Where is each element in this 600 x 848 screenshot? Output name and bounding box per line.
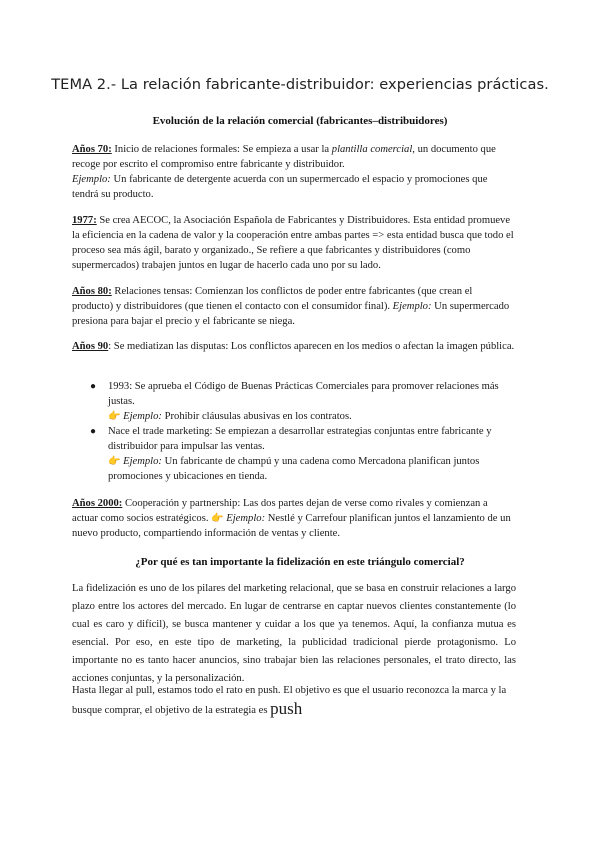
example-label: Ejemplo: [123,411,162,422]
list-item [72,379,516,424]
text-anos2000: Cooperación y partnership: Las dos partes dejan de verse como rivales y comienzan a actuar como socios estratégicos. [72,498,488,524]
bullet-text: 1993: Se aprueba el Código de Buenas Prácticas Comerciales para promover relaciones más justas. [108,381,499,407]
label-1977: 1977: [72,215,97,226]
paragraph-fidelizacion: La fidelización es uno de los pilares del marketing relacional, que se basa en construir relaciones a largo plazo entre los actores del mercado. En lugar de centrarse en captar nuevos clientes constantemente (lo cual es caro y difícil), se busca mantener y cuidar a los que ya tenemos. Aquí, la confianza mutua es esencial. Por eso, en este tipo de marketing, la publicidad tradicional pierde protagonismo. Lo importante no es tanto hacer anuncios, sino trabajar bien las relaciones personales, el trato directo, las acciones conjuntas, y la personalización. [72,583,516,684]
list-item [72,424,516,484]
text-anos90: : Se mediatizan las disputas: Los conflictos aparecen en los medios o afectan la imagen pública. [108,341,515,352]
bullet-dot-icon: ● [90,381,97,392]
example-label-anos80: Ejemplo: [392,301,432,312]
pointing-hand-icon: 👉 [108,411,121,422]
example-label-anos2000: Ejemplo: [226,513,266,524]
text-anos70-1: Inicio de relaciones formales: Se empieza a usar la [111,144,332,155]
bullet-text: Nace el trade marketing: Se empiezan a desarrollar estrategias conjuntas entre fabricante y distribuidor para impulsar las ventas. [108,426,492,452]
pointing-hand-icon: 👉 [108,456,121,467]
label-anos70: Años 70: [72,144,112,155]
label-anos80: Años 80: [72,286,112,297]
pointing-hand-icon: 👉 [211,513,224,524]
push-word: push [270,699,303,718]
bullet-dot-icon: ● [90,426,97,437]
text-anos80: Relaciones tensas: Comienzan los conflictos de poder entre fabricantes (que crean el producto) y distribuidores (que tienen el contacto con el consumidor final). [72,286,473,312]
example-text: Prohibir cláusulas abusivas en los contratos. [161,411,352,422]
example-label: Ejemplo: [123,456,162,467]
bullet-list-anos90 [72,379,516,484]
label-anos90: Años 90 [72,341,109,352]
section-subtitle: Evolución de la relación comercial (fabricantes–distribuidores) [152,115,448,127]
text-anos70-2: , un documento que recoge por escrito el compromiso entre fabricante y distribuidor. [72,144,496,170]
text-1977: Se crea AECOC, la Asociación Española de Fabricantes y Distribuidores. Esta entidad promueve la eficiencia en la cadena de valor y la cooperación entre ambas partes => esta entidad busca que todo el proceso sea más ágil, barato y organizado., Se refiere a que fabricantes y distribuidores (como supermercados) trabajen juntos en lugar de hacerlo cada uno por su lado. [72,215,514,271]
example-text-anos70: Un fabricante de detergente acuerda con un supermercado el espacio y promociones que tendrá su producto. [72,174,488,200]
example-text-anos80: Un supermercado presiona para bajar el precio y el fabricante se niega. [72,301,510,327]
pull-text: Hasta llegar al pull, estamos todo el rato en push. El objetivo es que el usuario reconozca la marca y la busque comprar, el objetivo de la estrategia es [72,685,507,716]
question-heading: ¿Por qué es tan importante la fidelización en este triángulo comercial? [135,556,465,568]
paragraph-pull-push [72,682,516,720]
italic-plantilla: plantilla comercial [331,144,413,155]
example-label-anos70: Ejemplo: [72,174,111,185]
paragraph-1977 [72,213,516,273]
page-title: TEMA 2.- La relación fabricante-distribuidor: experiencias prácticas. [51,76,549,93]
example-text-anos2000: Nestlé y Carrefour planifican juntos el lanzamiento de un nuevo producto, compartiendo información de ventas y cliente. [72,513,511,539]
paragraph-anos2000 [72,496,516,541]
label-anos2000: Años 2000: [72,498,123,509]
paragraph-anos80 [72,284,516,329]
paragraph-anos70 [72,142,516,202]
example-text: Un fabricante de champú y una cadena como Mercadona planifican juntos promociones y ubicaciones en tienda. [108,456,480,482]
paragraph-anos90 [72,339,516,354]
